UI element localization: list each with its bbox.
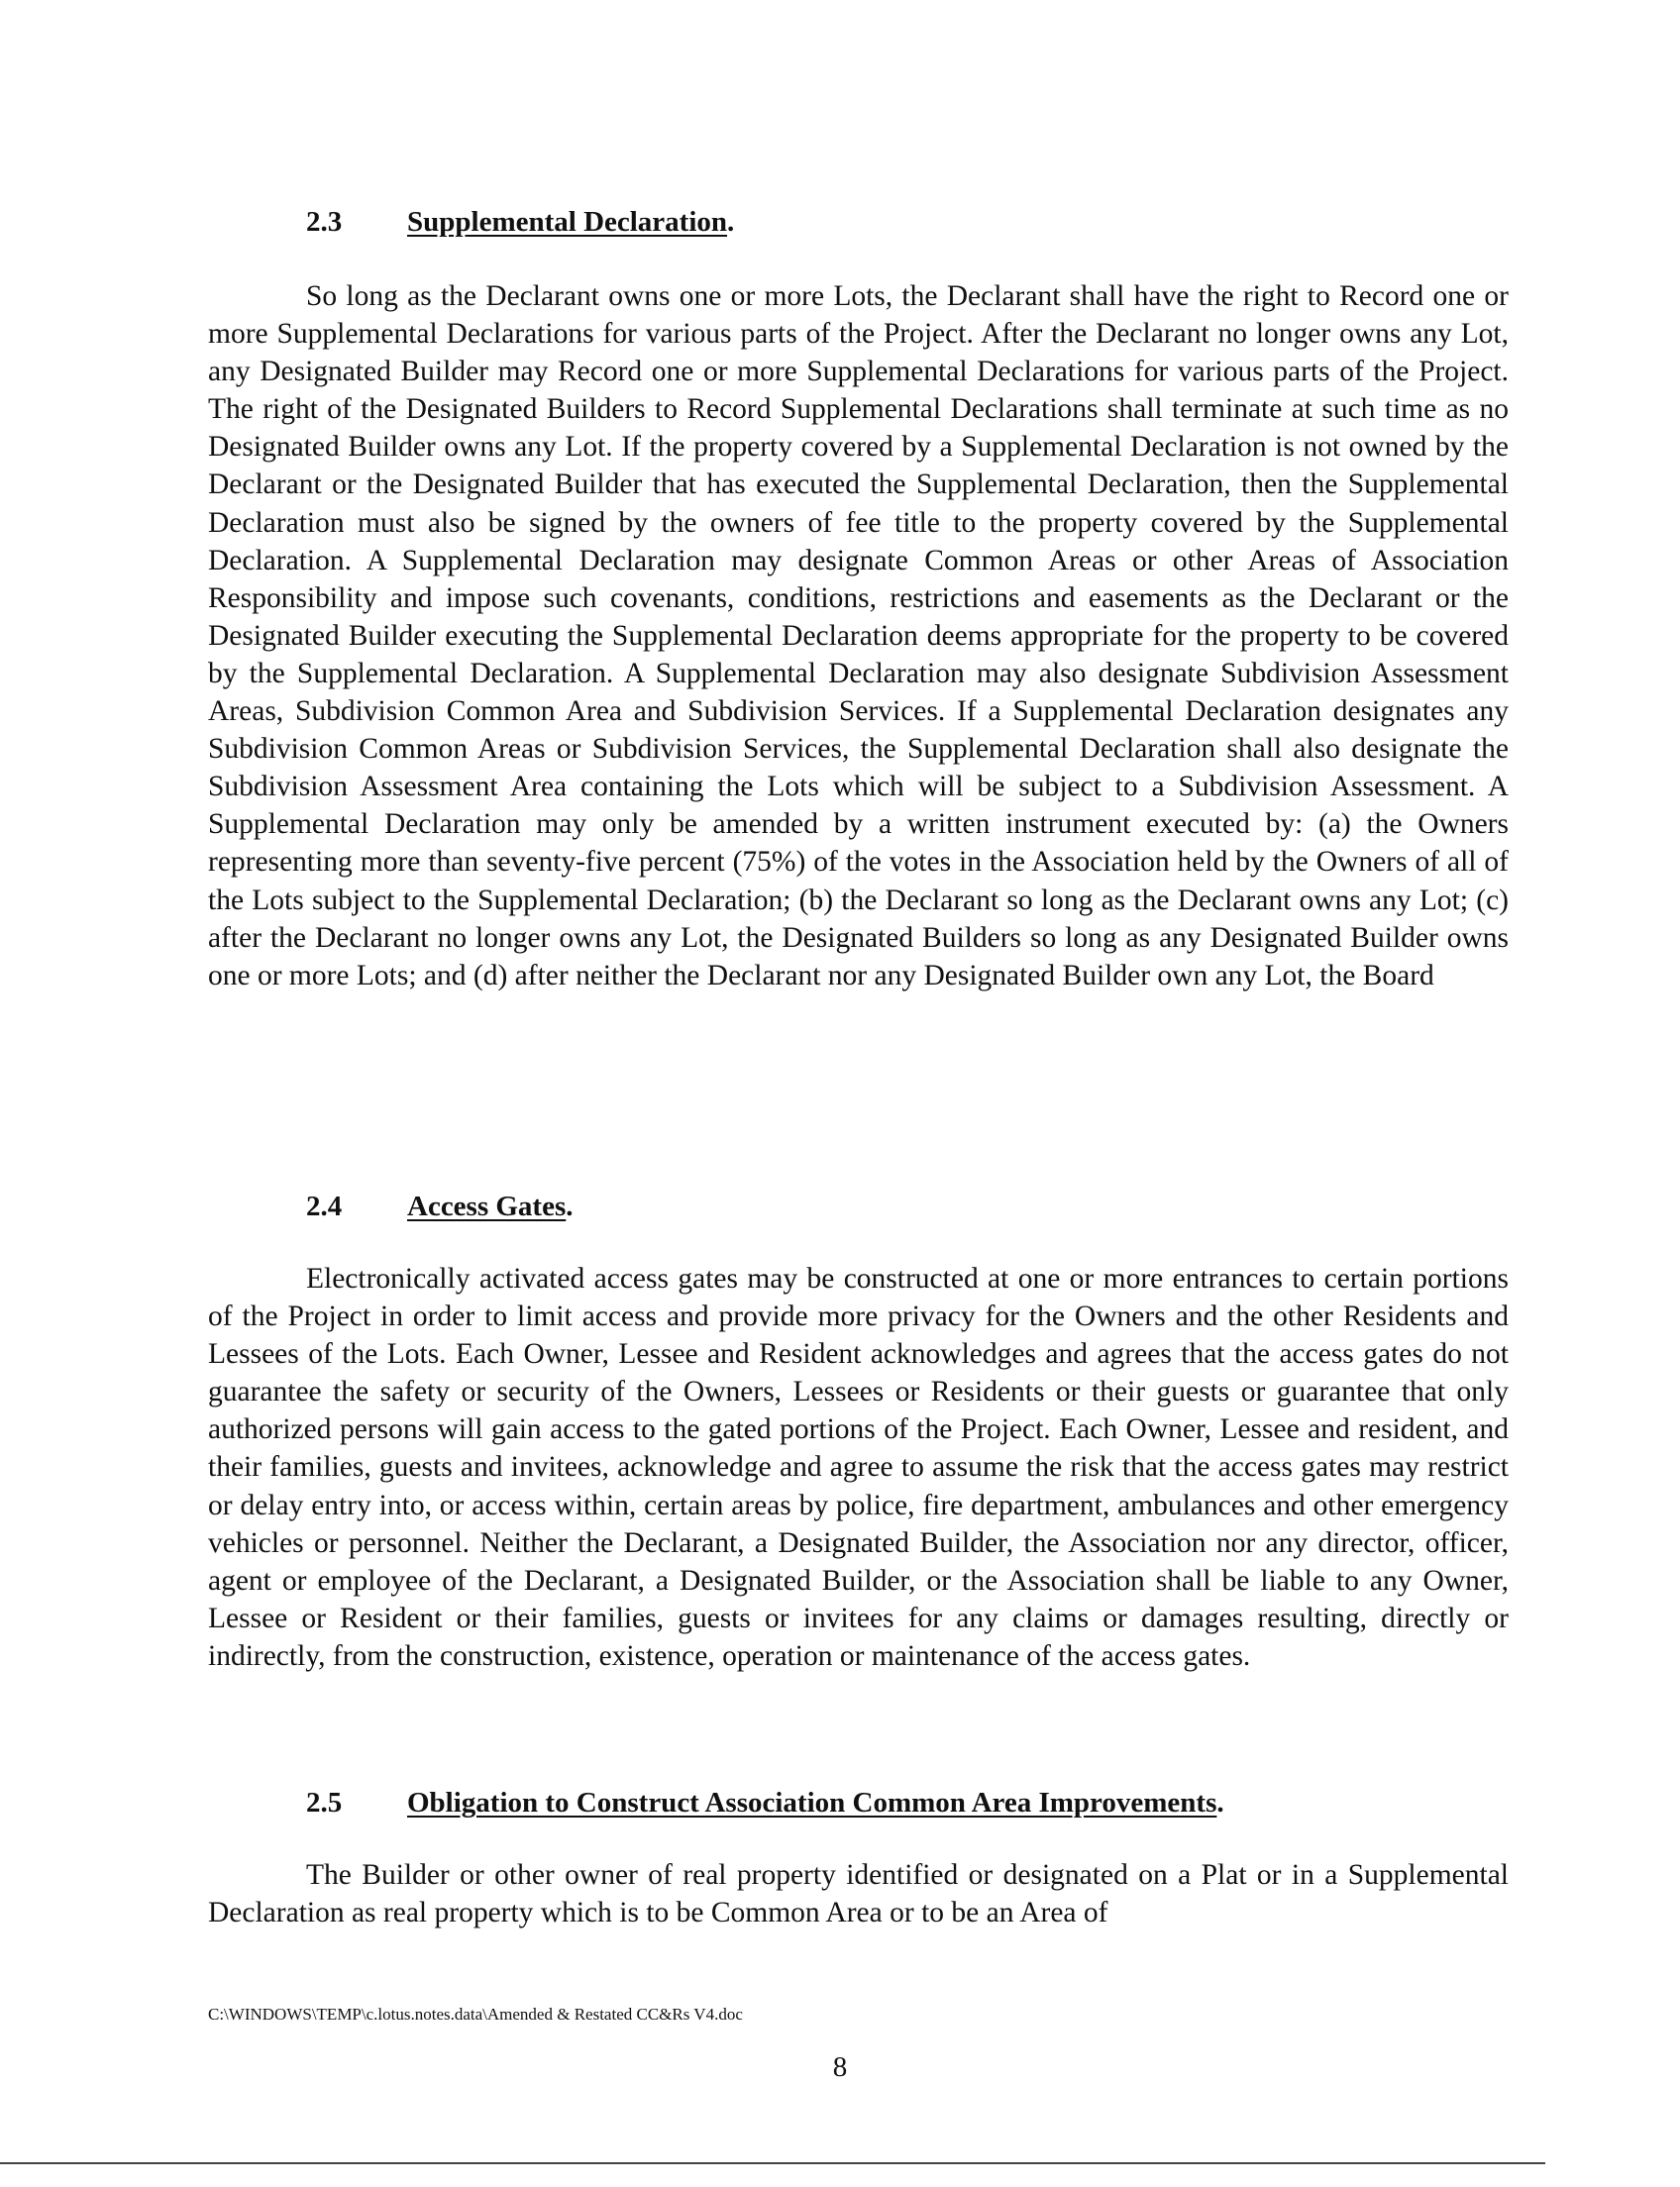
section-heading-2-3 xyxy=(306,206,734,239)
page-number: 8 xyxy=(832,2051,848,2083)
section-body-2-3: So long as the Declarant owns one or more Lots, the Declarant shall have the right to Record one or more Supplemental Declarations for various parts of the Project. After the Declarant no longer owns any Lot, any Designated Builder may Record one or more Supplemental Declarations for various parts of the Project. The right of the Designated Builders to Record Supplemental Declarations shall terminate at such time as no Designated Builder owns any Lot. If the property covered by a Supplemental Declaration is not owned by the Declarant or the Designated Builder that has executed the Supplemental Declaration, then the Supplemental Declaration must also be signed by the owners of fee title to the property covered by the Supplemental Declaration. A Supplemental Declaration may designate Common Areas or other Areas of Association Responsibility and impose such covenants, conditions, restrictions and easements as the Declarant or the Designated Builder executing the Supplemental Declaration deems appropriate for the property to be covered by the Supplemental Declaration. A Supplemental Declaration may also designate Subdivision Assessment Areas, Subdivision Common Area and Subdivision Services. If a Supplemental Declaration designates any Subdivision Common Areas or Subdivision Services, the Supplemental Declaration shall also designate the Subdivision Assessment Area containing the Lots which will be subject to a Subdivision Assessment. A Supplemental Declaration may only be amended by a written instrument executed by: (a) the Owners representing more than seventy-five percent (75%) of the votes in the Association held by the Owners of all of the Lots subject to the Supplemental Declaration; (b) the Declarant so long as the Declarant owns any Lot; (c) after the Declarant no longer owns any Lot, the Designated Builders so long as any Designated Builder owns one or more Lots; and (d) after neither the Declarant nor any Designated Builder own any Lot, the Board xyxy=(208,280,1509,991)
section-body-2-4: Electronically activated access gates may be constructed at one or more entrances to certain portions of the Project in order to limit access and provide more privacy for the Owners and the other Residents and Lessees of the Lots. Each Owner, Lessee and Resident acknowledges and agrees that the access gates do not guarantee the safety or security of the Owners, Lessees or Residents or their guests or guarantee that only authorized persons will gain access to the gated portions of the Project. Each Owner, Lessee and resident, and their families, guests and invitees, acknowledge and agree to assume the risk that the access gates may restrict or delay entry into, or access within, certain areas by police, fire department, ambulances and other emergency vehicles or personnel. Neither the Declarant, a Designated Builder, the Association nor any director, officer, agent or employee of the Declarant, a Designated Builder, or the Association shall be liable to any Owner, Lessee or Resident or their families, guests or invitees for any claims or damages resulting, directly or indirectly, from the construction, existence, operation or maintenance of the access gates. xyxy=(208,1263,1509,1672)
section-title: Access Gates xyxy=(407,1191,567,1222)
section-title-period: . xyxy=(727,206,735,238)
section-title-period: . xyxy=(1216,1787,1224,1819)
section-heading-2-5 xyxy=(306,1787,1224,1820)
section-title: Obligation to Construct Association Common Area Improvements xyxy=(407,1787,1217,1819)
section-title: Supplemental Declaration xyxy=(407,206,728,238)
section-title-period: . xyxy=(566,1191,574,1222)
footer-file-path: C:\WINDOWS\TEMP\c.lotus.notes.data\Amended & Restated CC&Rs V4.doc xyxy=(208,2005,743,2024)
section-body-2-5: The Builder or other owner of real property identified or designated on a Plat or in a Supplemental Declaration as real property which is to be Common Area or to be an Area of xyxy=(208,1859,1509,1929)
section-heading-2-4 xyxy=(306,1191,574,1223)
section-number: 2.4 xyxy=(306,1191,343,1222)
section-number: 2.5 xyxy=(306,1787,343,1819)
bottom-rule xyxy=(0,2162,1545,2164)
section-number: 2.3 xyxy=(306,206,343,238)
